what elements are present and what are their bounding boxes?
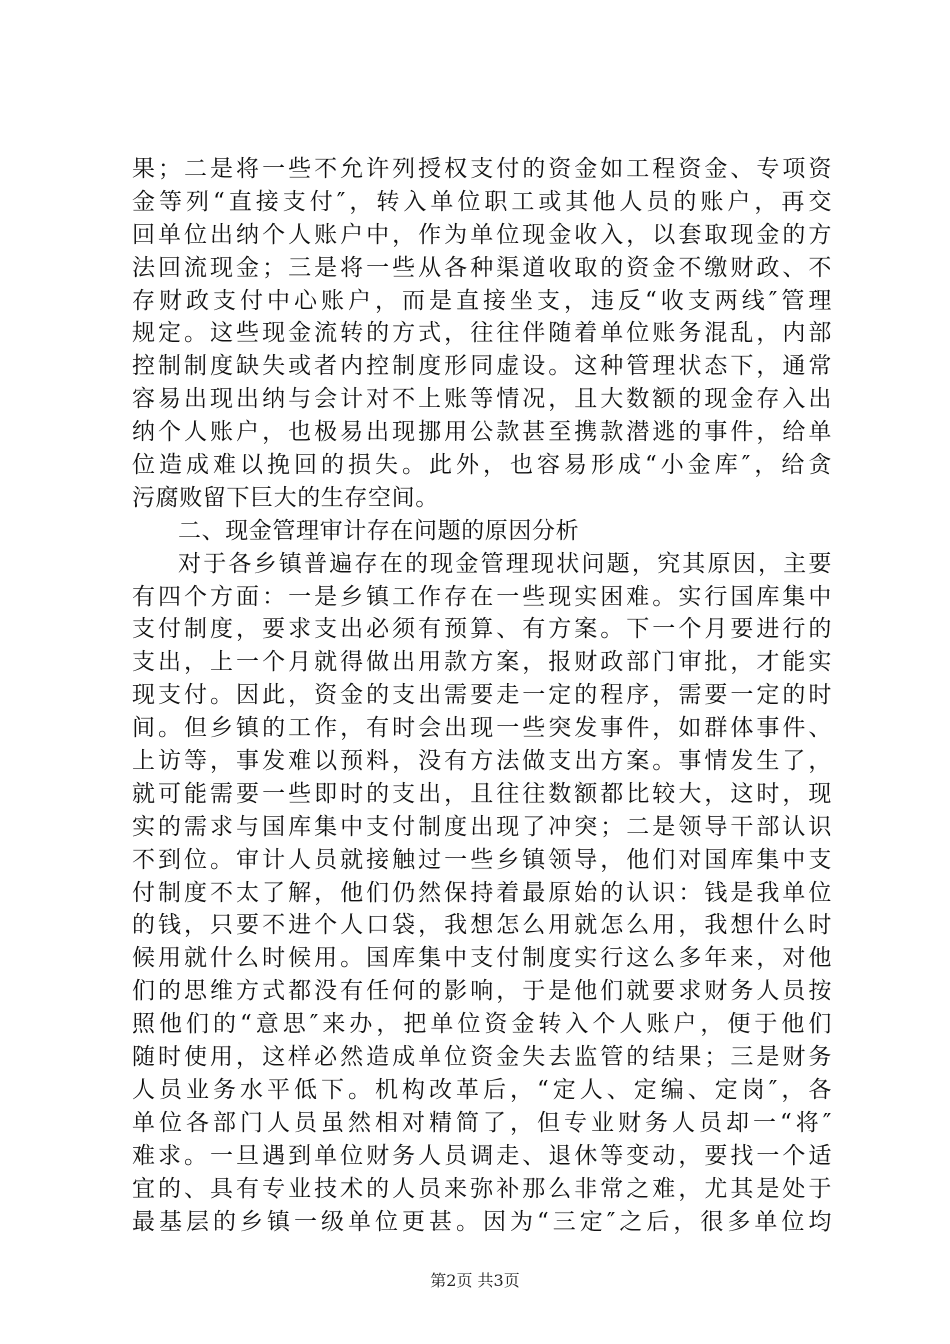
text-line: 纳个人账户，也极易出现挪用公款甚至携款潜逃的事件，给单 [132,419,832,446]
text-line: 单位各部门人员虽然相对精简了，但专业财务人员却一“将″ [132,1109,832,1136]
text-line: 支出，上一个月就得做出用款方案，报财政部门审批，才能实 [132,649,832,676]
text-line: 随时使用，这样必然造成单位资金失去监管的结果；三是财务 [132,1044,832,1071]
text-line: 规定。这些现金流转的方式，往往伴随着单位账务混乱，内部 [132,320,832,347]
text-line: 支付制度，要求支出必须有预算、有方案。下一个月要进行的 [132,616,832,643]
text-line: 法回流现金；三是将一些从各种渠道收取的资金不缴财政、不 [132,254,832,281]
text-line: 二、现金管理审计存在问题的原因分析 [178,517,580,544]
text-line: 有四个方面：一是乡镇工作存在一些现实困难。实行国库集中 [132,583,832,610]
text-line: 的钱，只要不进个人口袋，我想怎么用就怎么用，我想什么时 [132,912,832,939]
text-line: 付制度不太了解，他们仍然保持着最原始的认识：钱是我单位 [132,879,832,906]
text-line: 不到位。审计人员就接触过一些乡镇领导，他们对国库集中支 [132,846,832,873]
text-line: 就可能需要一些即时的支出，且往往数额都比较大，这时，现 [132,780,832,807]
page-footer: 第2页 共3页 [430,1271,520,1290]
text-line: 容易出现出纳与会计对不上账等情况，且大数额的现金存入出 [132,386,832,413]
text-line: 最基层的乡镇一级单位更甚。因为“三定″之后，很多单位均 [132,1208,832,1235]
text-line: 存财政支付中心账户，而是直接坐支，违反“收支两线″管理 [132,287,832,314]
text-line: 实的需求与国库集中支付制度出现了冲突；二是领导干部认识 [132,813,832,840]
text-line: 回单位出纳个人账户中，作为单位现金收入，以套取现金的方 [132,221,832,248]
text-line: 难求。一旦遇到单位财务人员调走、退休等变动，要找一个适 [132,1142,832,1169]
text-line: 照他们的“意思″来办，把单位资金转入个人账户，便于他们 [132,1011,832,1038]
text-line: 金等列“直接支付″，转入单位职工或其他人员的账户，再交 [132,188,832,215]
text-line: 上访等，事发难以预料，没有方法做支出方案。事情发生了， [132,748,832,775]
text-line: 宜的、具有专业技术的人员来弥补那么非常之难，尤其是处于 [132,1175,832,1202]
text-line: 污腐败留下巨大的生存空间。 [132,484,439,511]
text-line: 对于各乡镇普遍存在的现金管理现状问题，究其原因，主要 [178,550,832,577]
text-line: 控制制度缺失或者内控制度形同虚设。这种管理状态下，通常 [132,353,832,380]
document-body [132,153,832,1238]
text-line: 现支付。因此，资金的支出需要走一定的程序，需要一定的时 [132,682,832,709]
text-line: 位造成难以挽回的损失。此外，也容易形成“小金库″，给贪 [132,452,832,479]
text-line: 们的思维方式都没有任何的影响，于是他们就要求财务人员按 [132,978,832,1005]
text-line: 果；二是将一些不允许列授权支付的资金如工程资金、专项资 [132,156,832,182]
text-line: 人员业务水平低下。机构改革后，“定人、定编、定岗″，各 [132,1076,832,1103]
text-line: 间。但乡镇的工作，有时会出现一些突发事件，如群体事件、 [132,715,832,742]
text-line: 候用就什么时候用。国库集中支付制度实行这么多年来，对他 [132,945,832,972]
